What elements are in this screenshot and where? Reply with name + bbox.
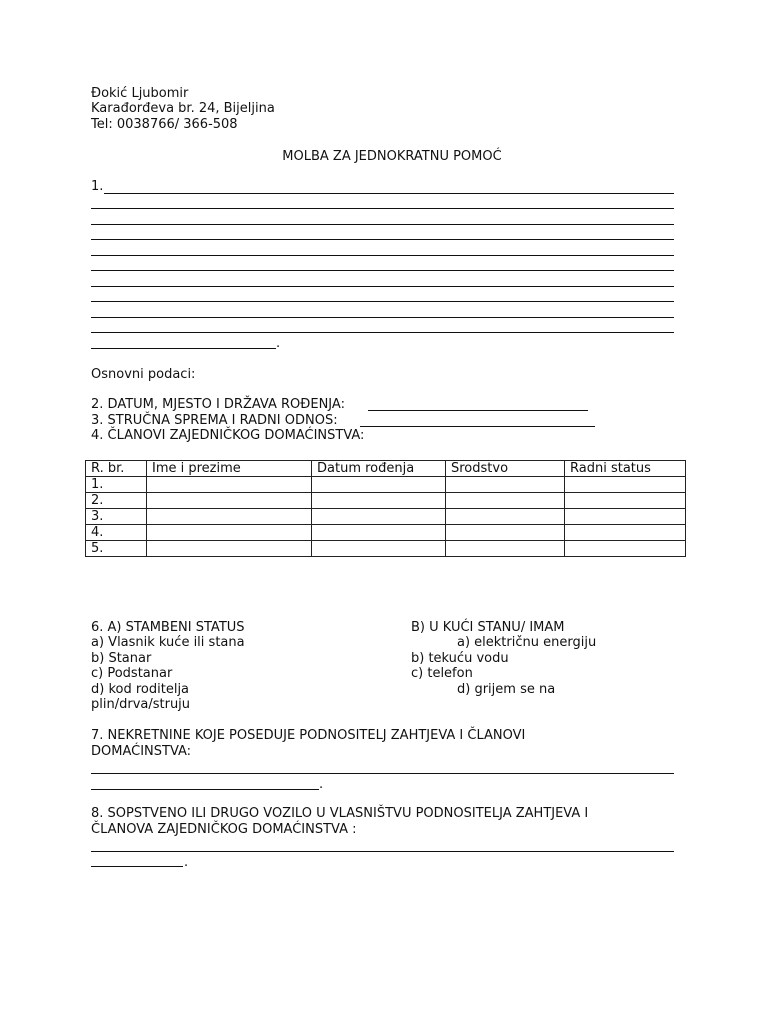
- row-number: 4.: [86, 525, 147, 541]
- vehicle-label-line1: 8. SOPSTVENO ILI DRUGO VOZILO U VLASNIŠTVU PODNOSITELJA ZAHTJEVA I: [91, 806, 589, 821]
- col-header-work-status: Radni status: [565, 461, 686, 477]
- real-estate-end-mark: .: [319, 777, 324, 792]
- page-title: MOLBA ZA JEDNOKRATNU POMOĆ: [282, 149, 502, 164]
- table-row: [86, 541, 686, 557]
- cell-birthdate[interactable]: [312, 541, 446, 557]
- answer-line[interactable]: [91, 224, 674, 225]
- housing-status-heading: 6. A) STAMBENI STATUS: [91, 620, 245, 635]
- housing-option-parents: d) kod roditelja: [91, 682, 190, 697]
- cell-birthdate[interactable]: [312, 525, 446, 541]
- field-birth-line[interactable]: [368, 410, 588, 411]
- real-estate-label-line1: 7. NEKRETNINE KOJE POSEDUJE PODNOSITELJ ZAHTJEVA I ČLANOVI: [91, 728, 526, 743]
- sender-phone: Tel: 0038766/ 366-508: [91, 117, 238, 132]
- members-table: [85, 460, 686, 557]
- row-number: 1.: [86, 477, 147, 493]
- housing-option-owner: a) Vlasnik kuće ili stana: [91, 635, 245, 650]
- cell-work-status[interactable]: [565, 541, 686, 557]
- cell-work-status[interactable]: [565, 525, 686, 541]
- answer-line[interactable]: [91, 239, 674, 240]
- table-row: [86, 493, 686, 509]
- cell-name[interactable]: [147, 541, 312, 557]
- cell-relation[interactable]: [446, 525, 565, 541]
- col-header-birthdate: Datum rođenja: [312, 461, 446, 477]
- answer-line[interactable]: [91, 301, 674, 302]
- real-estate-line[interactable]: [91, 773, 674, 774]
- answer-line[interactable]: [91, 286, 674, 287]
- row-number: 2.: [86, 493, 147, 509]
- cell-relation[interactable]: [446, 541, 565, 557]
- field-education-label: 3. STRUČNA SPREMA I RADNI ODNOS:: [91, 413, 338, 428]
- answer-line[interactable]: [91, 348, 276, 349]
- cell-relation[interactable]: [446, 477, 565, 493]
- vehicle-line[interactable]: [91, 866, 183, 867]
- real-estate-line[interactable]: [91, 789, 319, 790]
- table-row: [86, 525, 686, 541]
- cell-name[interactable]: [147, 509, 312, 525]
- row-number: 3.: [86, 509, 147, 525]
- utility-heating: d) grijem se na: [457, 682, 556, 697]
- real-estate-label-line2: DOMAĆINSTVA:: [91, 744, 192, 759]
- field-members-label: 4. ČLANOVI ZAJEDNIČKOG DOMAĆINSTVA:: [91, 428, 365, 443]
- answer-line[interactable]: [91, 208, 674, 209]
- cell-work-status[interactable]: [565, 509, 686, 525]
- vehicle-label-line2: ČLANOVA ZAJEDNIČKOG DOMAĆINSTVA :: [91, 822, 357, 837]
- table-row: [86, 477, 686, 493]
- field-birth-label: 2. DATUM, MJESTO I DRŽAVA ROĐENJA:: [91, 397, 345, 412]
- cell-birthdate[interactable]: [312, 509, 446, 525]
- cell-work-status[interactable]: [565, 493, 686, 509]
- cell-birthdate[interactable]: [312, 493, 446, 509]
- vehicle-line[interactable]: [91, 851, 674, 852]
- table-header-row: [86, 461, 686, 477]
- col-header-name: Ime i prezime: [147, 461, 312, 477]
- row-number: 5.: [86, 541, 147, 557]
- section1-number: 1.: [91, 179, 104, 194]
- answer-line[interactable]: [104, 193, 674, 194]
- cell-relation[interactable]: [446, 509, 565, 525]
- utility-electricity: a) električnu energiju: [457, 635, 597, 650]
- housing-option-subtenant: c) Podstanar: [91, 666, 173, 681]
- cell-name[interactable]: [147, 493, 312, 509]
- cell-work-status[interactable]: [565, 477, 686, 493]
- utility-phone: c) telefon: [411, 666, 473, 681]
- cell-name[interactable]: [147, 525, 312, 541]
- sender-address: Karađorđeva br. 24, Bijeljina: [91, 101, 275, 116]
- cell-name[interactable]: [147, 477, 312, 493]
- answer-line[interactable]: [91, 255, 674, 256]
- vehicle-end-mark: .: [184, 855, 189, 870]
- basic-data-heading: Osnovni podaci:: [91, 367, 196, 382]
- answer-line[interactable]: [91, 332, 674, 333]
- utilities-heading: B) U KUĆI STANU/ IMAM: [411, 620, 565, 635]
- table-row: [86, 509, 686, 525]
- heating-continuation: plin/drva/struju: [91, 697, 191, 712]
- utility-water: b) tekuću vodu: [411, 651, 509, 666]
- sender-name: Đokić Ljubomir: [91, 86, 189, 101]
- answer-line[interactable]: [91, 317, 674, 318]
- answer-line[interactable]: [91, 270, 674, 271]
- col-header-relation: Srodstvo: [446, 461, 565, 477]
- housing-option-tenant: b) Stanar: [91, 651, 152, 666]
- cell-birthdate[interactable]: [312, 477, 446, 493]
- col-header-number: R. br.: [86, 461, 147, 477]
- section1-end-mark: .: [276, 336, 281, 351]
- cell-relation[interactable]: [446, 493, 565, 509]
- field-education-line[interactable]: [360, 426, 595, 427]
